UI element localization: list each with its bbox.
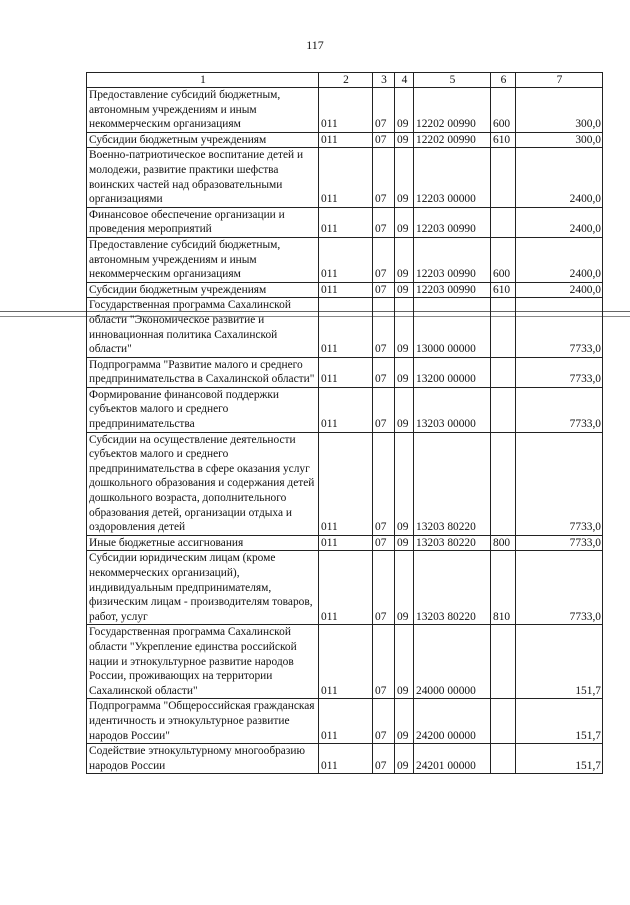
row-subsection: 09 bbox=[395, 625, 414, 699]
row-target-code: 24200 00000 bbox=[414, 699, 491, 744]
row-name: Государственная программа Сахалинской области "Экономическое развитие и инновационная политика Сахалинской области" bbox=[87, 298, 319, 357]
row-sum: 7733,0 bbox=[516, 298, 603, 357]
row-name: Формирование финансовой поддержки субъектов малого и среднего предпринимательства bbox=[87, 387, 319, 432]
row-name: Субсидии бюджетным учреждениям bbox=[87, 282, 319, 298]
row-admin-code: 011 bbox=[319, 88, 373, 133]
row-name: Финансовое обеспечение организации и проведения мероприятий bbox=[87, 207, 319, 237]
row-expense-type: 600 bbox=[491, 88, 516, 133]
table-row bbox=[87, 207, 603, 237]
row-sum: 151,7 bbox=[516, 625, 603, 699]
row-subsection: 09 bbox=[395, 132, 414, 148]
row-expense-type: 600 bbox=[491, 237, 516, 282]
table-row bbox=[87, 282, 603, 298]
row-name: Субсидии на осуществление деятельности субъектов малого и среднего предпринимательства в сфере оказания услуг дошкольного образования и содержания детей дошкольного возраста, дополнительного образования детей, организации отдыха и оздоровления детей bbox=[87, 432, 319, 535]
row-section: 07 bbox=[373, 625, 395, 699]
row-target-code: 12203 00000 bbox=[414, 148, 491, 207]
row-name: Иные бюджетные ассигнования bbox=[87, 535, 319, 551]
row-admin-code: 011 bbox=[319, 298, 373, 357]
row-target-code: 13203 00000 bbox=[414, 387, 491, 432]
row-target-code: 12203 00990 bbox=[414, 237, 491, 282]
row-admin-code: 011 bbox=[319, 207, 373, 237]
row-admin-code: 011 bbox=[319, 535, 373, 551]
row-sum: 7733,0 bbox=[516, 535, 603, 551]
row-target-code: 13200 00000 bbox=[414, 357, 491, 387]
row-sum: 151,7 bbox=[516, 744, 603, 774]
row-sum: 2400,0 bbox=[516, 148, 603, 207]
row-name: Военно-патриотическое воспитание детей и молодежи, развитие практики шефства воинских частей над образовательными организациями bbox=[87, 148, 319, 207]
table-row bbox=[87, 432, 603, 535]
row-section: 07 bbox=[373, 744, 395, 774]
column-header: 3 bbox=[373, 73, 395, 88]
table-row bbox=[87, 699, 603, 744]
row-section: 07 bbox=[373, 88, 395, 133]
row-expense-type bbox=[491, 387, 516, 432]
table-row bbox=[87, 551, 603, 625]
row-section: 07 bbox=[373, 298, 395, 357]
row-name: Предоставление субсидий бюджетным, автономным учреждениям и иным некоммерческим организациям bbox=[87, 237, 319, 282]
row-sum: 300,0 bbox=[516, 132, 603, 148]
row-admin-code: 011 bbox=[319, 282, 373, 298]
row-section: 07 bbox=[373, 699, 395, 744]
row-target-code: 12202 00990 bbox=[414, 132, 491, 148]
row-sum: 2400,0 bbox=[516, 237, 603, 282]
column-header: 4 bbox=[395, 73, 414, 88]
row-target-code: 13203 80220 bbox=[414, 432, 491, 535]
row-subsection: 09 bbox=[395, 699, 414, 744]
table-row bbox=[87, 744, 603, 774]
row-sum: 7733,0 bbox=[516, 551, 603, 625]
row-name: Подпрограмма "Общероссийская гражданская идентичность и этнокультурное развитие народов России" bbox=[87, 699, 319, 744]
row-admin-code: 011 bbox=[319, 237, 373, 282]
row-subsection: 09 bbox=[395, 357, 414, 387]
row-subsection: 09 bbox=[395, 744, 414, 774]
row-expense-type bbox=[491, 298, 516, 357]
column-header: 5 bbox=[414, 73, 491, 88]
row-section: 07 bbox=[373, 357, 395, 387]
row-sum: 300,0 bbox=[516, 88, 603, 133]
row-expense-type: 610 bbox=[491, 132, 516, 148]
row-subsection: 09 bbox=[395, 237, 414, 282]
row-section: 07 bbox=[373, 432, 395, 535]
row-sum: 7733,0 bbox=[516, 357, 603, 387]
table-row bbox=[87, 237, 603, 282]
row-name: Содействие этнокультурному многообразию народов России bbox=[87, 744, 319, 774]
row-subsection: 09 bbox=[395, 535, 414, 551]
row-subsection: 09 bbox=[395, 207, 414, 237]
row-section: 07 bbox=[373, 535, 395, 551]
row-target-code: 13000 00000 bbox=[414, 298, 491, 357]
row-section: 07 bbox=[373, 387, 395, 432]
row-admin-code: 011 bbox=[319, 432, 373, 535]
row-section: 07 bbox=[373, 148, 395, 207]
row-target-code: 24201 00000 bbox=[414, 744, 491, 774]
page-number: 117 bbox=[306, 38, 324, 52]
row-admin-code: 011 bbox=[319, 357, 373, 387]
row-target-code: 12203 00990 bbox=[414, 207, 491, 237]
row-subsection: 09 bbox=[395, 282, 414, 298]
row-name: Предоставление субсидий бюджетным, автономным учреждениям и иным некоммерческим организациям bbox=[87, 88, 319, 133]
budget-table bbox=[86, 72, 603, 774]
table-row bbox=[87, 132, 603, 148]
row-expense-type bbox=[491, 432, 516, 535]
row-subsection: 09 bbox=[395, 298, 414, 357]
column-header: 1 bbox=[87, 73, 319, 88]
row-target-code: 13203 80220 bbox=[414, 535, 491, 551]
table-row bbox=[87, 88, 603, 133]
row-expense-type: 610 bbox=[491, 282, 516, 298]
row-expense-type bbox=[491, 744, 516, 774]
row-expense-type bbox=[491, 148, 516, 207]
column-header: 6 bbox=[491, 73, 516, 88]
row-admin-code: 011 bbox=[319, 132, 373, 148]
row-sum: 7733,0 bbox=[516, 432, 603, 535]
row-admin-code: 011 bbox=[319, 551, 373, 625]
table-row bbox=[87, 298, 603, 357]
table-row bbox=[87, 387, 603, 432]
row-subsection: 09 bbox=[395, 551, 414, 625]
row-name: Подпрограмма "Развитие малого и среднего предпринимательства в Сахалинской области" bbox=[87, 357, 319, 387]
table-row bbox=[87, 535, 603, 551]
row-section: 07 bbox=[373, 207, 395, 237]
row-expense-type bbox=[491, 207, 516, 237]
table-header-row bbox=[87, 73, 603, 88]
row-expense-type bbox=[491, 357, 516, 387]
row-target-code: 24000 00000 bbox=[414, 625, 491, 699]
column-header: 7 bbox=[516, 73, 603, 88]
table-row bbox=[87, 357, 603, 387]
row-section: 07 bbox=[373, 132, 395, 148]
row-admin-code: 011 bbox=[319, 148, 373, 207]
row-admin-code: 011 bbox=[319, 387, 373, 432]
row-section: 07 bbox=[373, 282, 395, 298]
row-name: Субсидии бюджетным учреждениям bbox=[87, 132, 319, 148]
row-subsection: 09 bbox=[395, 387, 414, 432]
column-header: 2 bbox=[319, 73, 373, 88]
table-row bbox=[87, 148, 603, 207]
row-admin-code: 011 bbox=[319, 699, 373, 744]
row-name: Субсидии юридическим лицам (кроме некоммерческих организаций), индивидуальным предпринимателям, физическим лицам - производителям товаров, работ, услуг bbox=[87, 551, 319, 625]
row-target-code: 12203 00990 bbox=[414, 282, 491, 298]
row-section: 07 bbox=[373, 237, 395, 282]
row-expense-type bbox=[491, 699, 516, 744]
row-expense-type bbox=[491, 625, 516, 699]
row-subsection: 09 bbox=[395, 148, 414, 207]
row-subsection: 09 bbox=[395, 432, 414, 535]
row-section: 07 bbox=[373, 551, 395, 625]
row-target-code: 13203 80220 bbox=[414, 551, 491, 625]
table-row bbox=[87, 625, 603, 699]
row-sum: 2400,0 bbox=[516, 207, 603, 237]
row-admin-code: 011 bbox=[319, 744, 373, 774]
row-subsection: 09 bbox=[395, 88, 414, 133]
row-admin-code: 011 bbox=[319, 625, 373, 699]
row-expense-type: 800 bbox=[491, 535, 516, 551]
row-sum: 151,7 bbox=[516, 699, 603, 744]
row-target-code: 12202 00990 bbox=[414, 88, 491, 133]
row-sum: 7733,0 bbox=[516, 387, 603, 432]
row-name: Государственная программа Сахалинской области "Укрепление единства российской нации и этнокультурное развитие народов России, проживающих на территории Сахалинской области" bbox=[87, 625, 319, 699]
row-expense-type: 810 bbox=[491, 551, 516, 625]
row-sum: 2400,0 bbox=[516, 282, 603, 298]
